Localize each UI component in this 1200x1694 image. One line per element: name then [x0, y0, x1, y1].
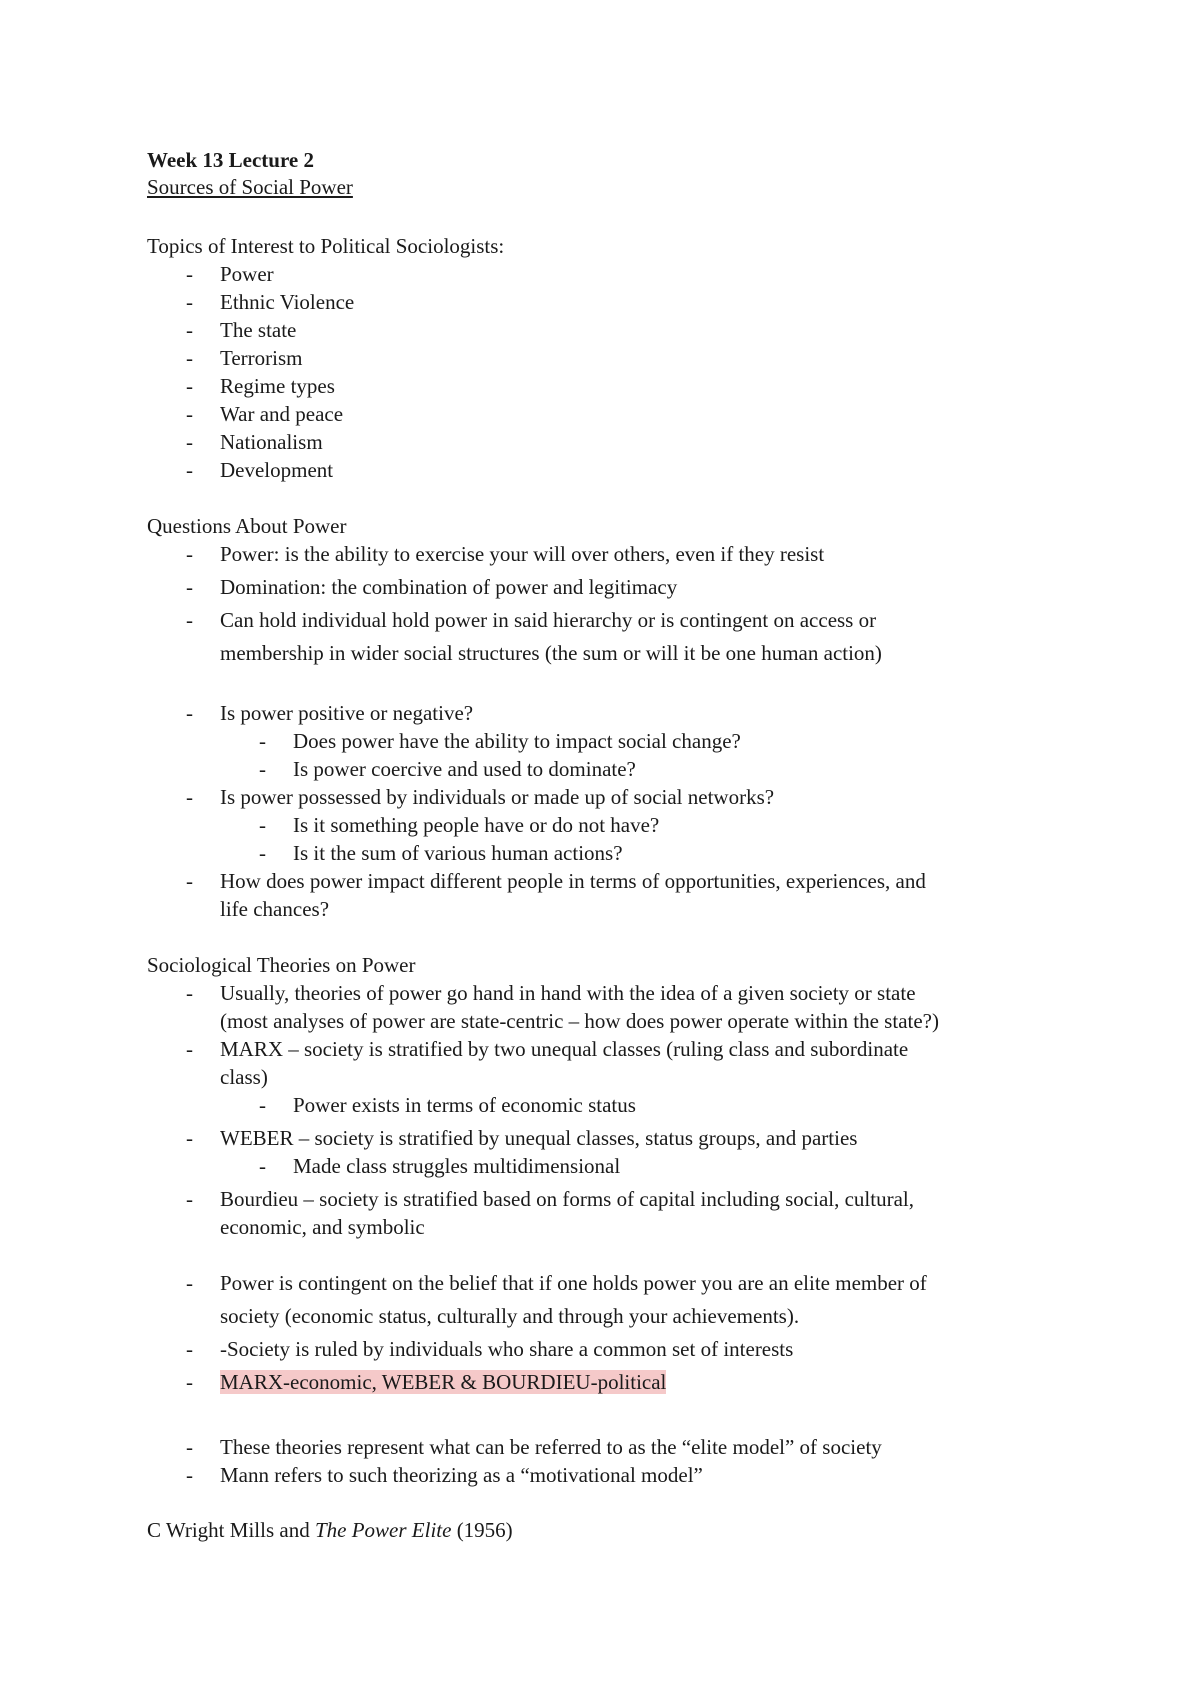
sub-bullet-dash: - — [259, 813, 266, 837]
bullet-dash: - — [186, 1463, 193, 1487]
sub-bullet-dash: - — [259, 1093, 266, 1117]
list-item: WEBER – society is stratified by unequal classes, status groups, and parties — [220, 1126, 858, 1150]
bullet-dash: - — [186, 981, 193, 1005]
list-item: Power: is the ability to exercise your will over others, even if they resist — [220, 542, 825, 566]
bullet-dash: - — [186, 1037, 193, 1061]
section-heading: Questions About Power — [147, 514, 347, 538]
list-item: How does power impact different people in terms of opportunities, experiences, and — [220, 869, 926, 893]
list-item-highlighted — [220, 1369, 666, 1395]
sub-list-item: Does power have the ability to impact social change? — [293, 729, 741, 753]
bullet-dash: - — [186, 575, 193, 599]
sub-list-item: Made class struggles multidimensional — [293, 1154, 621, 1178]
page-subtitle: Sources of Social Power — [147, 175, 353, 199]
section-heading: Topics of Interest to Political Sociologists: — [147, 234, 505, 258]
bullet-dash: - — [186, 346, 193, 370]
list-item: Can hold individual hold power in said hierarchy or is contingent on access or — [220, 608, 877, 632]
sub-list-item: Is it something people have or do not have? — [293, 813, 660, 837]
list-item-continuation: economic, and symbolic — [220, 1215, 425, 1239]
sub-bullet-dash: - — [259, 729, 266, 753]
bullet-dash: - — [186, 1126, 193, 1150]
list-item: These theories represent what can be referred to as the “elite model” of society — [220, 1435, 882, 1459]
bullet-dash: - — [186, 1271, 193, 1295]
bullet-dash: - — [186, 869, 193, 893]
highlighted-text: MARX-economic, WEBER & BOURDIEU-political — [220, 1370, 667, 1394]
list-item-continuation: society (economic status, culturally and through your achievements). — [220, 1304, 800, 1328]
heading-text: C Wright Mills and — [147, 1518, 315, 1542]
bullet-dash: - — [186, 458, 193, 482]
list-item: Is power positive or negative? — [220, 701, 474, 725]
book-title: The Power Elite — [314, 1518, 452, 1542]
bullet-dash: - — [186, 430, 193, 454]
sub-list-item: Is power coercive and used to dominate? — [293, 757, 636, 781]
list-item-continuation: membership in wider social structures (the sum or will it be one human action) — [220, 641, 882, 665]
bullet-dash: - — [186, 1187, 193, 1211]
list-item: Development — [220, 458, 334, 482]
bullet-dash: - — [186, 402, 193, 426]
list-item-continuation: life chances? — [220, 897, 330, 921]
bullet-dash: - — [186, 1435, 193, 1459]
list-item: Power — [220, 262, 274, 286]
list-item: Power is contingent on the belief that if one holds power you are an elite member of — [220, 1271, 927, 1295]
list-item: Is power possessed by individuals or made up of social networks? — [220, 785, 775, 809]
sub-list-item: Power exists in terms of economic status — [293, 1093, 636, 1117]
heading-year: (1956) — [451, 1518, 513, 1542]
list-item-continuation: (most analyses of power are state-centric – how does power operate within the state?) — [220, 1009, 939, 1033]
sub-bullet-dash: - — [259, 757, 266, 781]
sub-bullet-dash: - — [259, 1154, 266, 1178]
list-item: Nationalism — [220, 430, 323, 454]
bullet-dash: - — [186, 1370, 193, 1394]
list-item: Domination: the combination of power and legitimacy — [220, 575, 678, 599]
list-item: Regime types — [220, 374, 335, 398]
list-item: Bourdieu – society is stratified based on forms of capital including social, cultural, — [220, 1187, 914, 1211]
bullet-dash: - — [186, 608, 193, 632]
bullet-dash: - — [186, 374, 193, 398]
list-item: Ethnic Violence — [220, 290, 355, 314]
sub-list-item: Is it the sum of various human actions? — [293, 841, 623, 865]
bullet-dash: - — [186, 262, 193, 286]
list-item: Terrorism — [220, 346, 303, 370]
bullet-dash: - — [186, 290, 193, 314]
bullet-dash: - — [186, 701, 193, 725]
bullet-dash: - — [186, 542, 193, 566]
section-heading: Sociological Theories on Power — [147, 953, 416, 977]
list-item: The state — [220, 318, 297, 342]
list-item-continuation: class) — [220, 1065, 268, 1089]
list-item: War and peace — [220, 402, 344, 426]
section-heading — [147, 1517, 513, 1543]
list-item: Mann refers to such theorizing as a “motivational model” — [220, 1463, 703, 1487]
bullet-dash: - — [186, 785, 193, 809]
bullet-dash: - — [186, 1337, 193, 1361]
list-item: -Society is ruled by individuals who share a common set of interests — [220, 1337, 794, 1361]
page-title: Week 13 Lecture 2 — [147, 148, 314, 172]
bullet-dash: - — [186, 318, 193, 342]
list-item: Usually, theories of power go hand in hand with the idea of a given society or state — [220, 981, 916, 1005]
sub-bullet-dash: - — [259, 841, 266, 865]
list-item: MARX – society is stratified by two unequal classes (ruling class and subordinate — [220, 1037, 909, 1061]
